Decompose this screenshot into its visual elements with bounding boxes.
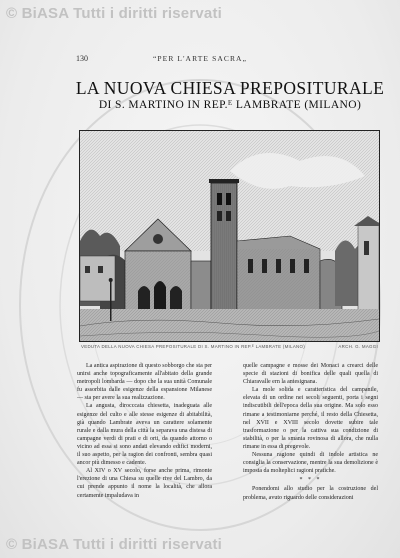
copyright-watermark-top: © BiASA Tutti i diritti riservati — [6, 5, 223, 22]
paragraph: La angusta, dirocccata chiesetta, inadeguata alle esigenze del culto e alle stesse esigenze di abitabilità, già quando Lambrate aveva un carattere solamente rurale e dalla mura della città la separava una distesa di campagne verdi di prati e di orti, da quando attorno o vicino ad essa si sono andati elevando edifici moderni, il suo aspetto, per la ragion dei confronti, sembra quasi ancor più dimesso e cadente. — [77, 403, 212, 467]
article-subtitle: DI S. MARTINO IN REP.ᴱ LAMBRATE (MILANO) — [98, 99, 362, 111]
church-illustration — [79, 130, 380, 342]
text-column-left — [77, 362, 212, 530]
paragraph: La antica aspirazione di questo sobborgo che sta per unirsi anche topograficamente all'abitato della grande metropoli lombarda — dopo che la sua unità Comunale fu assorbita dalle esigenze della espansione Milanese — sta per avere la sua realizzazione. — [77, 363, 212, 402]
running-header: “PER L'ARTE SACRA„ — [152, 54, 248, 63]
copyright-watermark-bottom: © BiASA Tutti i diritti riservati — [6, 536, 223, 553]
article-title: LA NUOVA CHIESA PREPOSITURALE — [75, 78, 385, 98]
paragraph: Nessuna ragione quindi di indole artistica ne consiglia la conservazione, mentre la sua demolizione è imposta da molteplici ragioni pratiche. — [243, 452, 378, 475]
section-separator: * * * — [299, 477, 322, 484]
caption-description: VEDUTA DELLA NUOVA CHIESA PREPOSITURALE DI S. MARTINO IN REP.ᴱ LAMBRATE (MILANO) — [81, 344, 305, 349]
figure-caption — [79, 343, 380, 351]
church-drawing — [80, 131, 379, 341]
page-number: 130 — [76, 54, 88, 63]
paragraph: Al XIV o XV secolo, forse anche prima, rimonte l'erezione di una Chiesa su quelle rive del Lambro, da cui prende appunto il nome la località, che allora certamente impaludava in — [77, 468, 212, 499]
paragraph: La mole solida e caratteristica del campanile, elevata di un ordine nei secoli seguenti, porta i segni indiscutibili dell'epoca della sua origine. Ma solo esso rimane a testimoniarne perché, il resto della Chiesetta, nel XVII e XVIII secolo dovette subire tale trasformazione o per la cattiva sua condizione di stabilità, o per la smania rovinosa di allora, che nulla rimane in essa di pregevole. — [243, 387, 378, 450]
text-column-right — [243, 362, 378, 530]
paragraph: quelle campagne e mosse dei Monaci a crearci delle specie di stazioni di bonifica delle quali quella di Chiaravalle ern la antesignana. — [243, 363, 378, 386]
caption-architect: ARCH. G. MAGGI — [338, 344, 378, 349]
paragraph: Ponendomi allo studio per la costruzione del problema, avuto riguardo delle considerazioni — [243, 486, 378, 501]
